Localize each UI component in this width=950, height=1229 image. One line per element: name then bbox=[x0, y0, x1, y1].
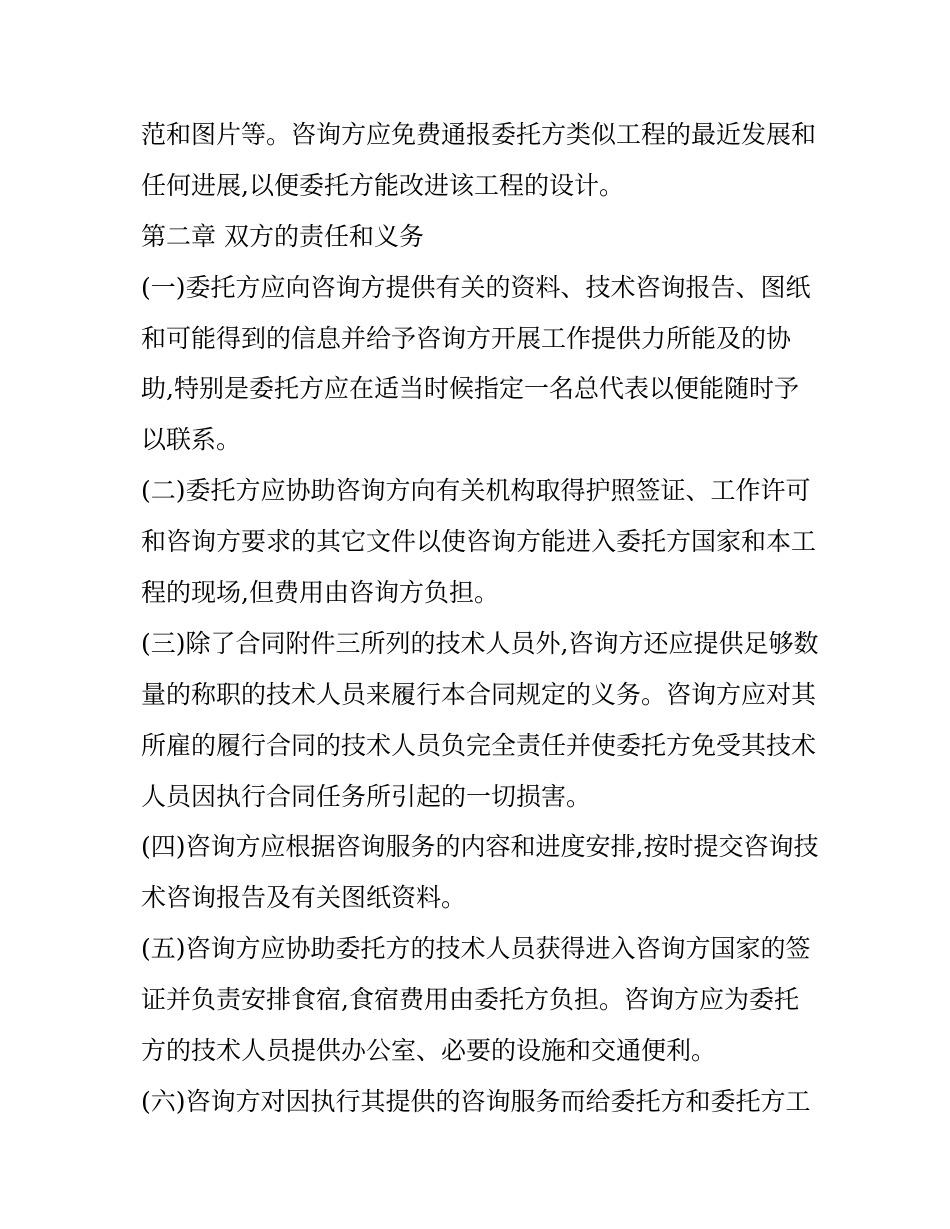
document-body bbox=[141, 110, 821, 1128]
text-line: (五)咨询方应协助委托方的技术人员获得进入咨询方国家的签 bbox=[141, 934, 811, 964]
text-line: 任何进展,以便委托方能改进该工程的设计。 bbox=[141, 170, 624, 200]
text-line: (一)委托方应向咨询方提供有关的资料、技术咨询报告、图纸 bbox=[141, 272, 811, 302]
text-line: (六)咨询方对因执行其提供的咨询服务而给委托方和委托方工 bbox=[141, 1086, 811, 1116]
text-line: 人员因执行合同任务所引起的一切损害。 bbox=[141, 781, 592, 811]
chapter-heading: 第二章 双方的责任和义务 bbox=[141, 221, 424, 251]
text-line: 范和图片等。咨询方应免费通报委托方类似工程的最近发展和 bbox=[141, 120, 817, 149]
text-line: 和咨询方要求的其它文件以使咨询方能进入委托方国家和本工 bbox=[141, 527, 817, 557]
text-line: 方的技术人员提供办公室、必要的设施和交通便利。 bbox=[141, 1036, 717, 1066]
text-line: 所雇的履行合同的技术人员负完全责任并使委托方免受其技术 bbox=[141, 730, 817, 760]
text-line: 以联系。 bbox=[141, 425, 242, 455]
text-line: (二)委托方应协助咨询方向有关机构取得护照签证、工作许可 bbox=[141, 476, 811, 506]
text-line: (三)除了合同附件三所列的技术人员外,咨询方还应提供足够数 bbox=[141, 628, 819, 658]
text-line: 和可能得到的信息并给予咨询方开展工作提供力所能及的协 bbox=[141, 323, 792, 353]
text-line: (四)咨询方应根据咨询服务的内容和进度安排,按时提交咨询技 bbox=[141, 832, 819, 862]
text-line: 量的称职的技术人员来履行本合同规定的义务。咨询方应对其 bbox=[141, 679, 817, 709]
text-line: 程的现场,但费用由咨询方负担。 bbox=[141, 578, 499, 608]
text-line: 助,特别是委托方应在适当时候指定一名总代表以便能随时予 bbox=[141, 374, 799, 404]
text-line: 证并负责安排食宿,食宿费用由委托方负担。咨询方应为委托 bbox=[141, 985, 799, 1015]
text-line: 术咨询报告及有关图纸资料。 bbox=[141, 883, 467, 913]
